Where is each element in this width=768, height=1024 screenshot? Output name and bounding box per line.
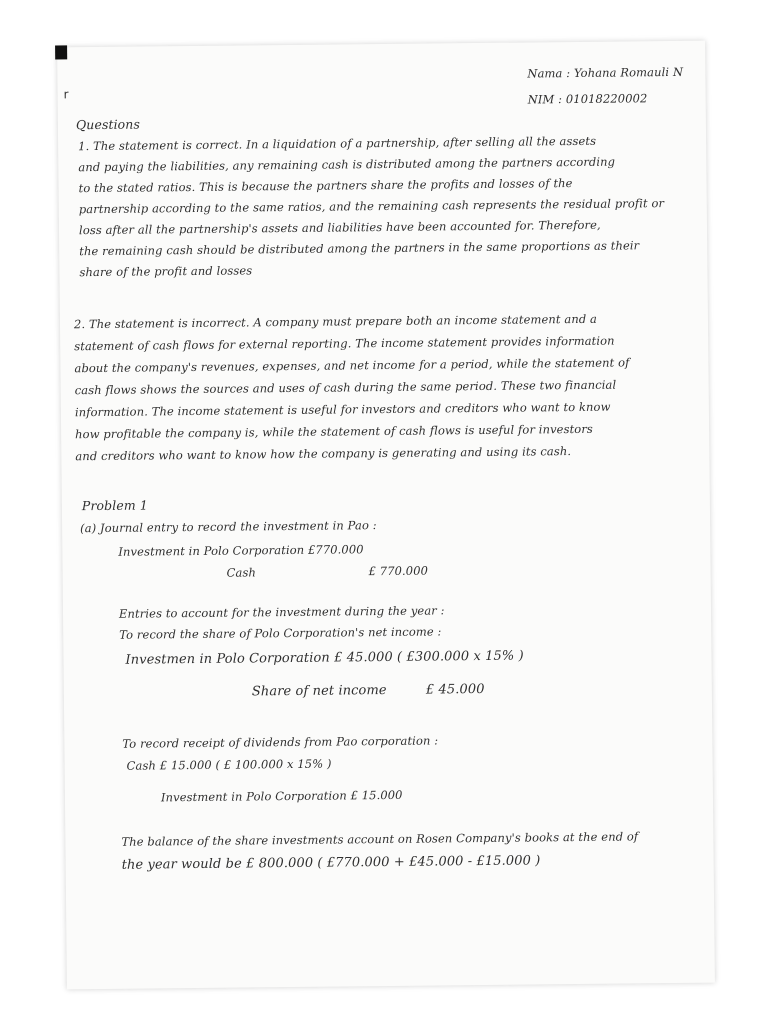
q1-line: to the stated ratios. This is because the partners share the profits and losses of the (78, 176, 573, 196)
margin-mark: r (63, 87, 69, 102)
balance-line-1: The balance of the share investments account on Rosen Company's books at the end of (121, 829, 639, 849)
q1-line: partnership according to the same ratios, and the remaining cash represents the residual profit or (78, 196, 665, 217)
q2-line: how profitable the company is, while the statement of cash flows is useful for investors (75, 421, 593, 442)
q2-line: about the company's revenues, expenses, and net income for a period, while the statement of (74, 355, 630, 376)
entry1-credit-amount: £ 770.000 (368, 563, 429, 579)
balance-line-2: the year would be £ 800.000 ( £770.000 + £45.000 - £15.000 ) (121, 853, 541, 873)
dividend-title: To record receipt of dividends from Pao corporation : (122, 733, 439, 751)
q1-line: and paying the liabilities, any remaining cash is distributed among the partners according (78, 154, 616, 175)
net-income-title: To record the share of Polo Corporation's net income : (119, 624, 442, 642)
q1-line: loss after all the partnership's assets and liabilities have been accounted for. Therefore, (78, 217, 601, 238)
entry2-credit-label: Share of net income (251, 683, 387, 700)
entry2-debit: Investmen in Polo Corporation £ 45.000 ( £300.000 x 15% ) (125, 648, 524, 668)
q2-line: statement of cash flows for external reporting. The income statement provides information (74, 333, 615, 354)
page-corner-mark (55, 45, 67, 59)
q1-line: 1. The statement is correct. In a liquidation of a partnership, after selling all the assets (78, 133, 597, 154)
entry3-debit: Cash £ 15.000 ( £ 100.000 x 15% ) (126, 756, 332, 773)
q2-line: information. The income statement is useful for investors and creditors who want to know (74, 399, 611, 420)
paper-sheet (57, 41, 715, 990)
q2-line: 2. The statement is incorrect. A company must prepare both an income statement and a (73, 311, 598, 332)
part-a-title: (a) Journal entry to record the investment in Pao : (80, 518, 377, 536)
problem-heading: Problem 1 (81, 497, 148, 514)
entry3-credit: Investment in Polo Corporation £ 15.000 (160, 787, 403, 805)
q2-line: and creditors who want to know how the company is generating and using its cash. (75, 444, 572, 464)
entries-title: Entries to account for the investment during the year : (118, 603, 445, 621)
q1-line: the remaining cash should be distributed among the partners in the same proportions as their (79, 238, 640, 259)
student-name: Nama : Yohana Romauli N (527, 64, 684, 81)
q2-line: cash flows shows the sources and uses of cash during the same period. These two financial (74, 377, 617, 398)
entry2-credit-amount: £ 45.000 (425, 681, 485, 698)
q1-line: share of the profit and losses (79, 263, 253, 280)
entry1-credit-label: Cash (226, 565, 257, 580)
questions-heading: Questions (75, 116, 141, 133)
entry1-debit: Investment in Polo Corporation £770.000 (118, 542, 364, 559)
student-nim: NIM : 01018220002 (527, 91, 648, 107)
